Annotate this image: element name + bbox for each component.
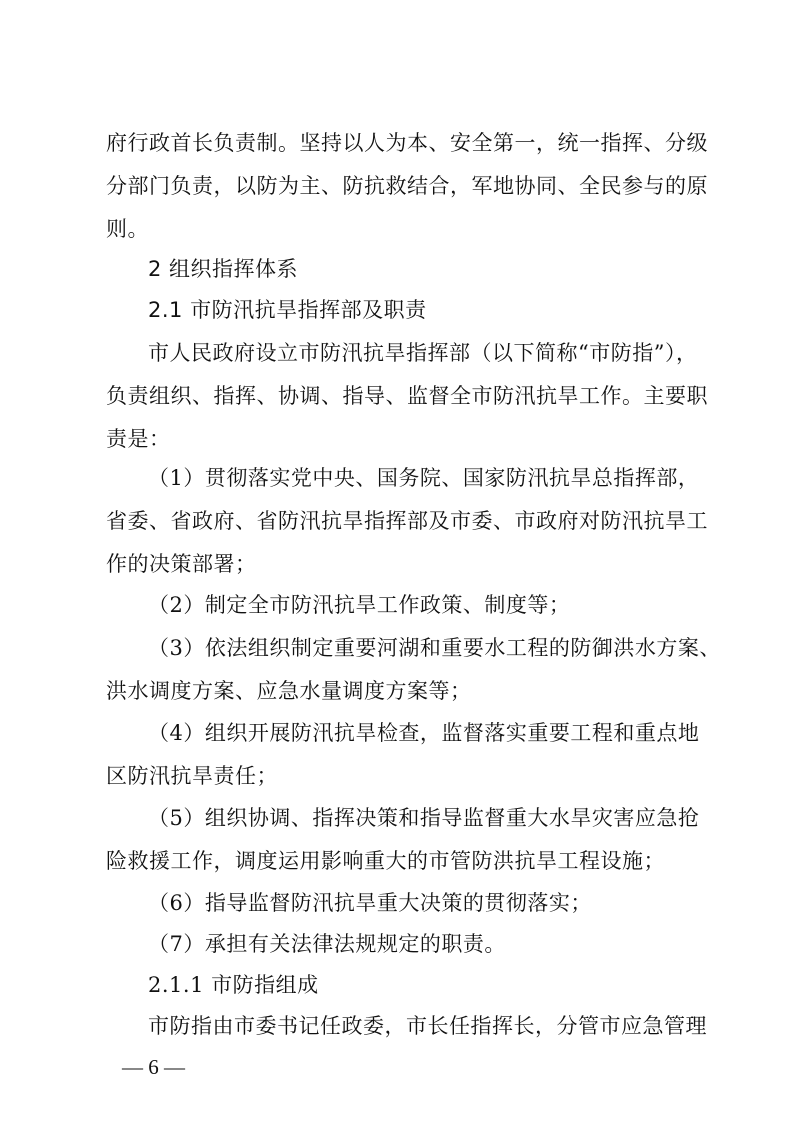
duty-item-line: 作的决策部署； [106, 552, 257, 576]
paragraph-line: 府行政首长负责制。坚持以人为本、安全第一，统一指挥、分级 [106, 131, 708, 155]
paragraph-line: 责是： [106, 427, 171, 451]
duty-item-line: 洪水调度方案、应急水量调度方案等； [106, 679, 472, 703]
duty-item-line: （3）依法组织制定重要河湖和重要水工程的防御洪水方案、 [148, 636, 721, 660]
duty-item-line: （5）组织协调、指挥决策和指导监督重大水旱灾害应急抢 [148, 806, 700, 830]
paragraph-line: 则。 [106, 217, 149, 241]
duty-item-line: （6）指导监督防汛抗旱重大决策的贯彻落实； [148, 891, 592, 915]
duty-item-line: （4）组织开展防汛抗旱检查，监督落实重要工程和重点地 [148, 721, 700, 745]
paragraph-line: 市人民政府设立市防汛抗旱指挥部（以下简称“市防指”）， [148, 341, 698, 365]
subsection-heading: 2.1 市防汛抗旱指挥部及职责 [148, 298, 427, 322]
page-number: — 6 — [122, 1055, 185, 1079]
duty-item-line: （2）制定全市防汛抗旱工作政策、制度等； [148, 593, 571, 617]
paragraph-line: 市防指由市委书记任政委，市长任指挥长，分管市应急管理 [148, 1014, 707, 1038]
duty-item-line: 险救援工作，调度运用影响重大的市管防洪抗旱工程设施； [106, 849, 665, 873]
duty-item-line: （7）承担有关法律法规规定的职责。 [148, 932, 506, 956]
duty-item-line: 省委、省政府、省防汛抗旱指挥部及市委、市政府对防汛抗旱工 [106, 509, 708, 533]
duty-item-line: （1）贯彻落实党中央、国务院、国家防汛抗旱总指挥部， [148, 466, 700, 490]
paragraph-line: 负责组织、指挥、协调、指导、监督全市防汛抗旱工作。主要职 [106, 384, 708, 408]
subsection-heading: 2.1.1 市防指组成 [148, 973, 319, 997]
duty-item-line: 区防汛抗旱责任； [106, 764, 278, 788]
paragraph-line: 分部门负责，以防为主、防抗救结合，军地协同、全民参与的原 [106, 174, 708, 198]
section-heading: 2 组织指挥体系 [148, 257, 299, 281]
